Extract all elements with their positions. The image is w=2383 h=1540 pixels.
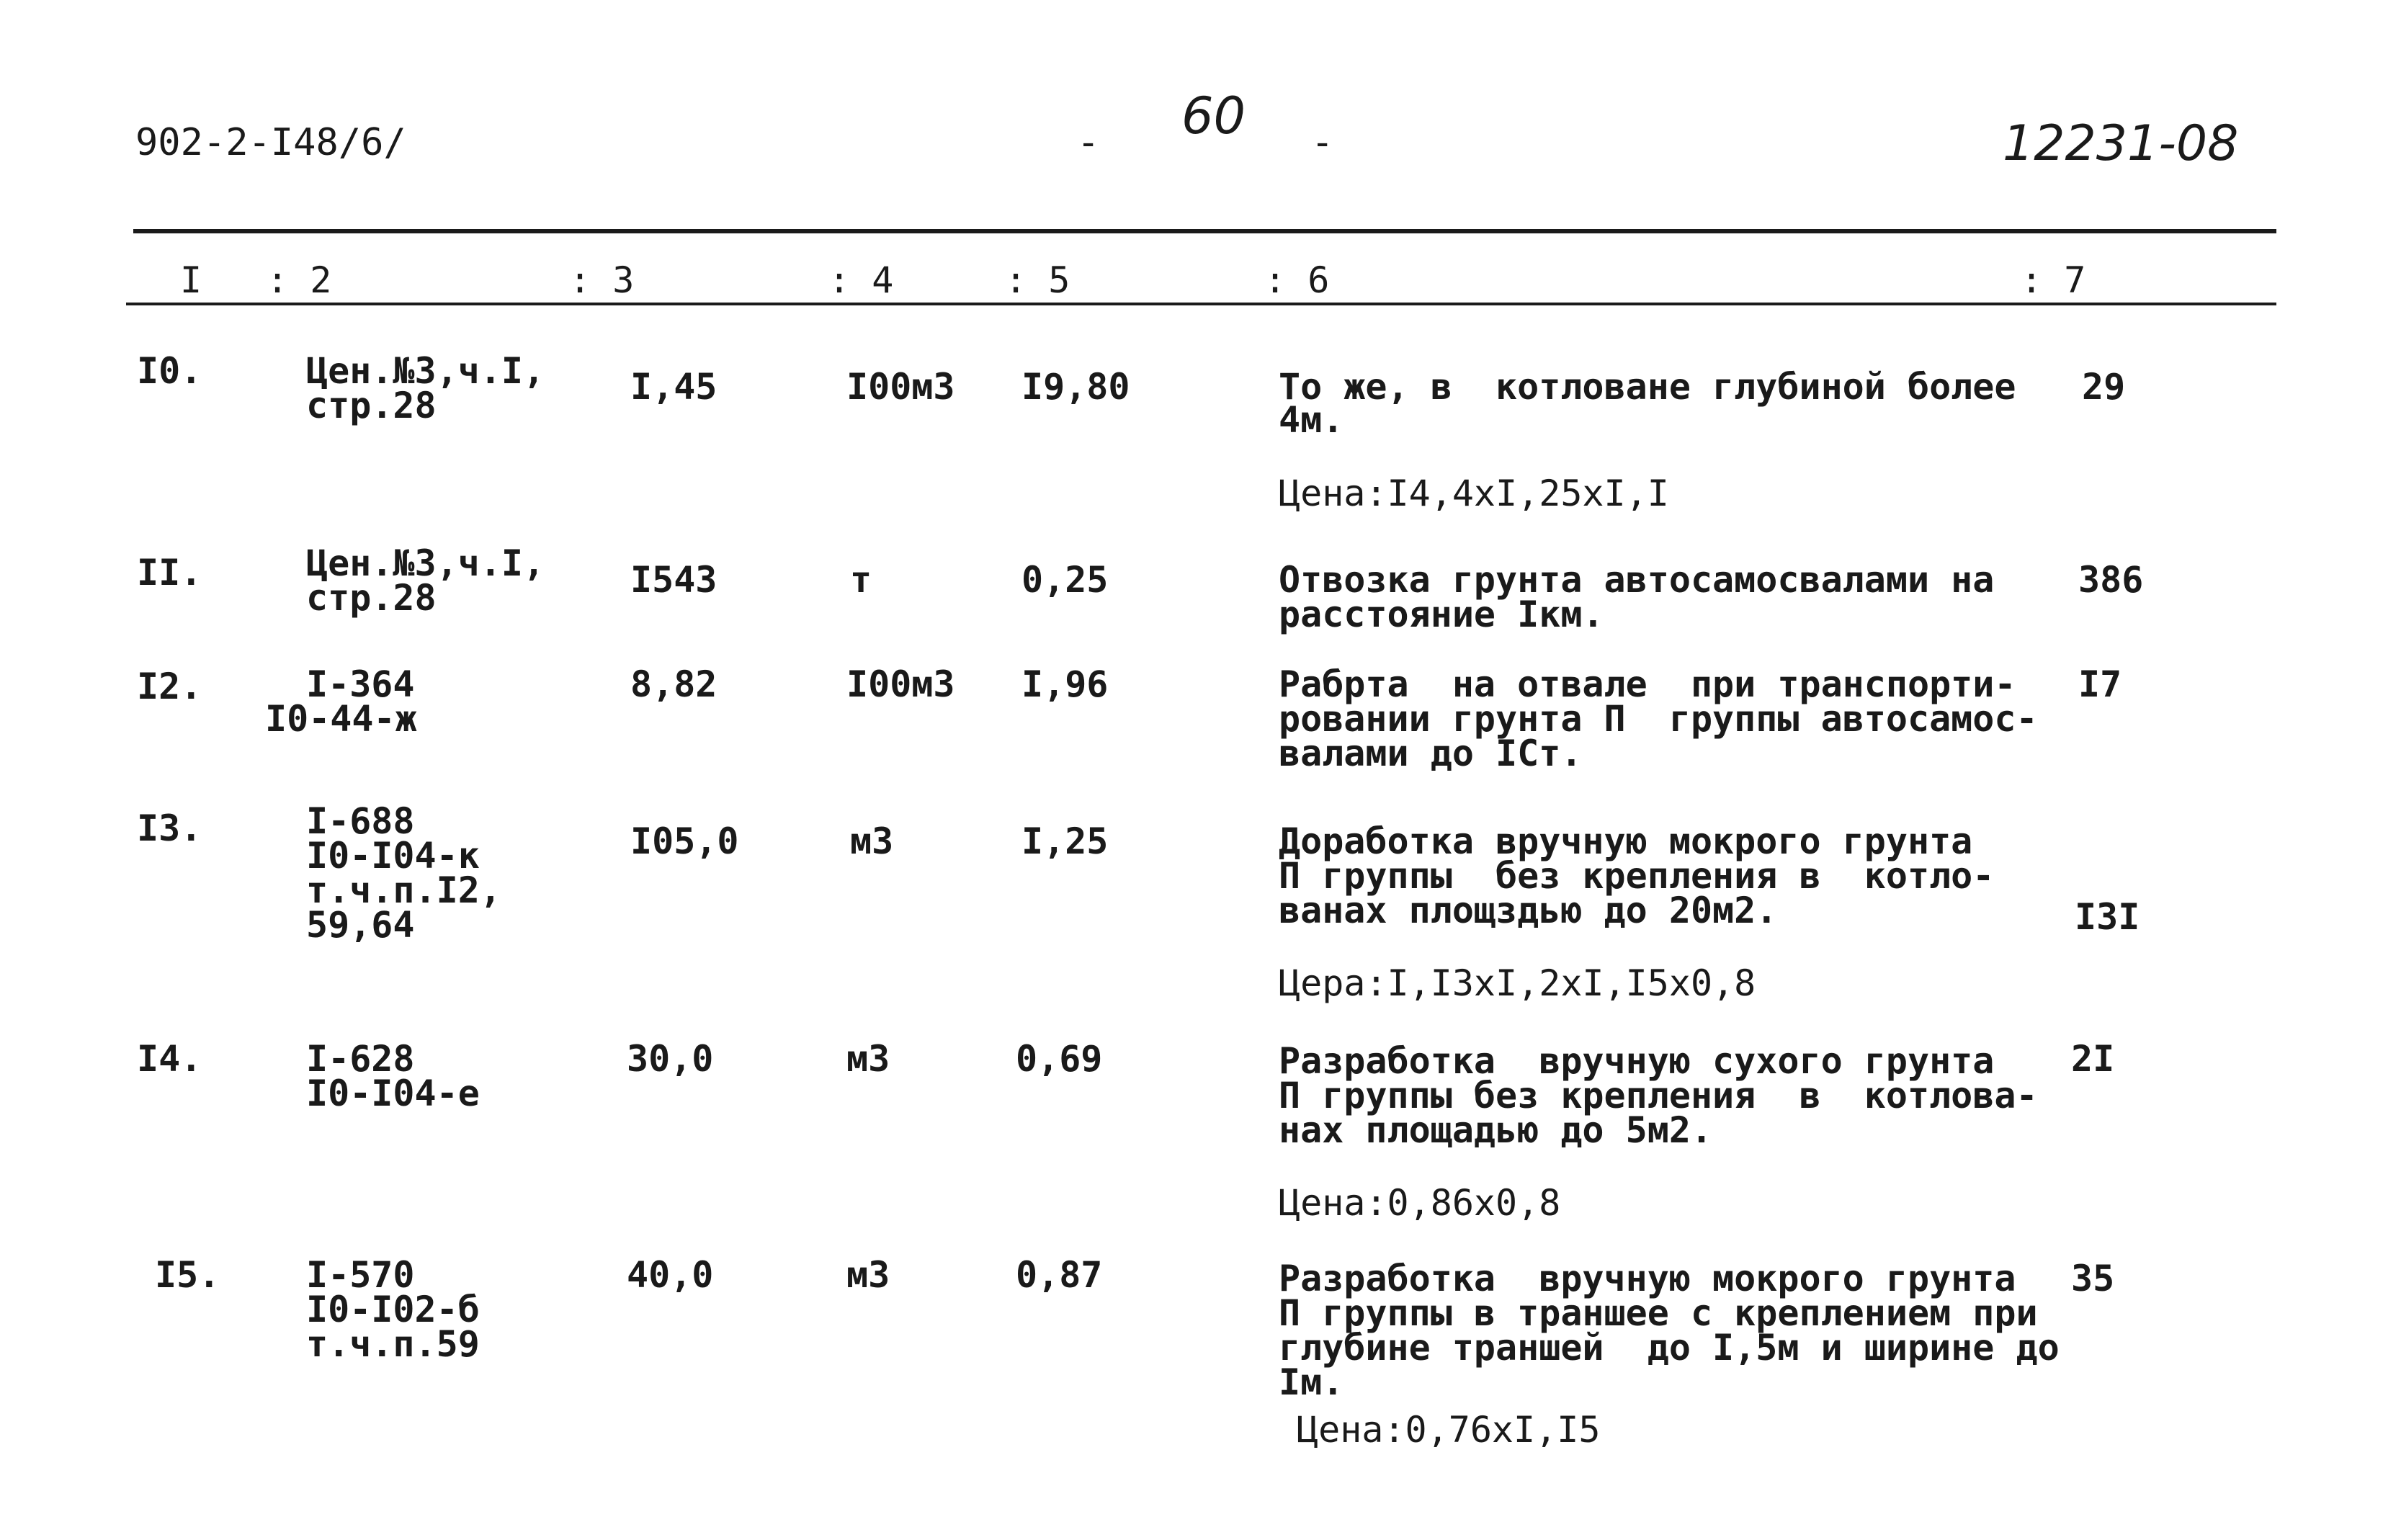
reference-line: т.ч.п.I2, <box>306 869 501 911</box>
reference-line: I-628 <box>306 1038 415 1080</box>
quantity: 8,82 <box>630 663 717 705</box>
description-line: Разработка вручную сухого грунта <box>1279 1040 1995 1082</box>
description-line: валами до IСт. <box>1279 733 1583 774</box>
total-cost: 29 <box>2082 366 2126 408</box>
page-dash-left: - <box>1077 121 1100 164</box>
description-line: Iм. <box>1279 1361 1344 1403</box>
column-header-2: : 2 <box>267 259 332 301</box>
price-formula: Цена:0,76xI,I5 <box>1297 1409 1601 1451</box>
column-header-7: : 7 <box>2021 259 2086 301</box>
column-header-1: I <box>180 259 202 301</box>
unit: I00м3 <box>846 366 955 408</box>
total-cost: 35 <box>2071 1258 2115 1299</box>
row-number: I5. <box>155 1254 220 1296</box>
row-number: I0. <box>137 350 202 392</box>
price-formula: Цеpa:I,I3xI,2xI,I5x0,8 <box>1279 962 1756 1004</box>
reference-line: I0-I04-е <box>306 1073 480 1114</box>
row-number: I3. <box>137 807 202 849</box>
reference-line: стр.28 <box>306 577 437 619</box>
price-formula: Цена:0,86x0,8 <box>1279 1182 1561 1224</box>
unit-rate: I9,80 <box>1021 366 1130 408</box>
description-line: То же, в котловане глубиной более <box>1279 366 2016 408</box>
reference-line: стр.28 <box>306 385 437 426</box>
table-top-rule <box>133 229 2276 233</box>
unit: м3 <box>846 1254 890 1296</box>
description-line: П группы без крепления в котлова- <box>1279 1075 2038 1116</box>
description-line: 4м. <box>1279 399 1344 441</box>
reference-line: т.ч.п.59 <box>306 1323 480 1365</box>
row-number: I2. <box>137 666 202 707</box>
description-line: П группы без крепления в котло- <box>1279 855 1995 897</box>
column-header-6: : 6 <box>1264 259 1330 301</box>
unit-rate: 0,87 <box>1016 1254 1103 1296</box>
unit: I00м3 <box>846 663 955 705</box>
header-bottom-rule <box>126 303 2276 305</box>
reference-line: I-570 <box>306 1254 415 1296</box>
unit-rate: I,96 <box>1021 663 1109 705</box>
unit-rate: 0,69 <box>1016 1038 1103 1080</box>
unit-rate: I,25 <box>1021 820 1109 862</box>
reference-line: I0-I02-б <box>306 1289 480 1330</box>
quantity: I05,0 <box>630 820 739 862</box>
price-formula: Цена:I4,4xI,25xI,I <box>1279 473 1669 514</box>
unit: м3 <box>850 820 894 862</box>
unit: т <box>850 559 872 601</box>
quantity: I543 <box>630 559 717 601</box>
archive-number: 12231-08 <box>2003 115 2239 172</box>
reference-line: 59,64 <box>306 904 415 946</box>
description-line: Отвозка грунта автосамосвалами на <box>1279 559 1995 601</box>
total-cost: 386 <box>2078 559 2144 601</box>
description-line: Доработка вручную мокрого грунта <box>1279 820 1973 862</box>
reference-line: I0-44-ж <box>265 698 417 740</box>
column-header-3: : 3 <box>569 259 635 301</box>
unit-rate: 0,25 <box>1021 559 1109 601</box>
description-line: расстояние Iкм. <box>1279 594 1604 635</box>
description-line: глубине траншей до I,5м и ширине до <box>1279 1327 2060 1369</box>
description-line: П группы в траншее с креплением при <box>1279 1292 2038 1334</box>
document-code: 902-2-I48/6/ <box>135 121 406 164</box>
page-dash-right: - <box>1311 121 1334 164</box>
reference-line: Цен.№3,ч.I, <box>306 350 545 392</box>
description-line: нах площадью до 5м2. <box>1279 1109 1713 1151</box>
reference-line: I-688 <box>306 800 415 842</box>
column-header-4: : 4 <box>828 259 894 301</box>
reference-line: I-364 <box>306 663 415 705</box>
quantity: 40,0 <box>627 1254 714 1296</box>
unit: м3 <box>846 1038 890 1080</box>
description-line: ванах площздью до 20м2. <box>1279 890 1778 931</box>
reference-line: Цен.№3,ч.I, <box>306 542 545 584</box>
reference-line: I0-I04-к <box>306 835 480 877</box>
total-cost: 2I <box>2071 1038 2115 1080</box>
row-number: I4. <box>137 1038 202 1080</box>
description-line: Разработка вручную мокрого грунта <box>1279 1258 2016 1299</box>
description-line: Рабрта на отвале при транспорти- <box>1279 663 2016 705</box>
quantity: I,45 <box>630 366 717 408</box>
description-line: ровании грунта П группы автосамос- <box>1279 698 2038 740</box>
row-number: II. <box>137 552 202 594</box>
page-number: 60 <box>1181 86 1246 146</box>
total-cost: I3I <box>2075 896 2140 938</box>
total-cost: I7 <box>2078 663 2122 705</box>
quantity: 30,0 <box>627 1038 714 1080</box>
column-header-5: : 5 <box>1005 259 1070 301</box>
